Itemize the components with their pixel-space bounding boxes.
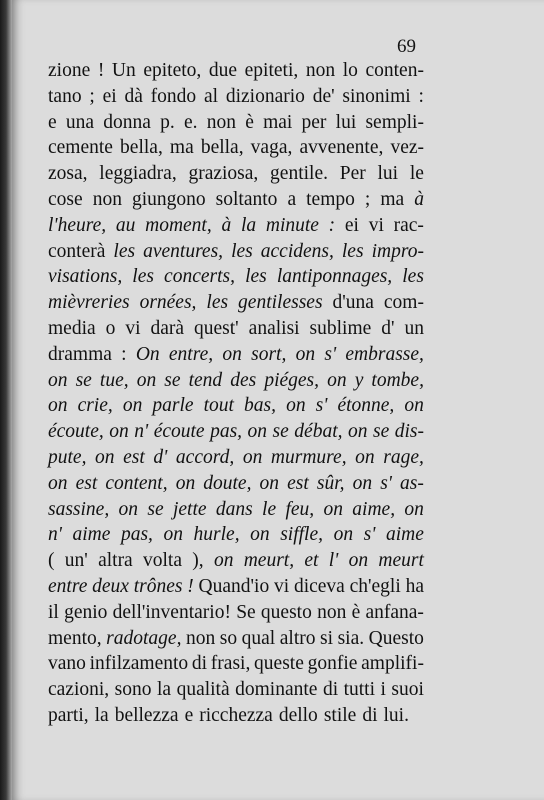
word: l': [328, 550, 339, 572]
text-line: [48, 651, 424, 677]
word: les: [132, 266, 154, 288]
word: altra: [98, 550, 133, 572]
text-line: [48, 135, 424, 161]
word: non: [185, 627, 216, 649]
word: ricchezza: [199, 704, 273, 726]
word: aime: [72, 524, 111, 546]
word: ;: [89, 85, 95, 107]
word: des: [230, 369, 257, 391]
word: o: [105, 317, 116, 339]
word: soltanto: [215, 188, 278, 210]
word: è: [351, 601, 361, 623]
text-line: [48, 548, 424, 574]
word: ma: [380, 188, 405, 210]
word: écoute: [153, 421, 205, 443]
text-line: [48, 626, 424, 652]
word: on: [48, 395, 68, 417]
word: tue,: [99, 369, 129, 391]
word: e: [184, 704, 194, 726]
word: parti,: [48, 704, 89, 726]
word: al: [203, 85, 219, 107]
word: sono: [114, 679, 152, 701]
text-line: [48, 677, 424, 703]
word: hurle,: [193, 524, 240, 546]
word: on: [118, 498, 139, 520]
word: non: [305, 60, 336, 81]
word: d': [153, 446, 168, 468]
word: graziosa,: [188, 163, 259, 185]
word: mièvreries: [48, 292, 130, 314]
word: radotage,: [106, 627, 182, 649]
word: non: [92, 188, 122, 210]
word: as-: [400, 472, 424, 494]
word: dans: [215, 498, 253, 520]
word: on: [348, 421, 368, 443]
word: on: [250, 524, 270, 546]
word: questo: [260, 601, 312, 623]
text-line: [48, 419, 424, 445]
word: piéges,: [264, 369, 320, 391]
word: epiteti,: [244, 60, 299, 81]
word: donna: [103, 111, 151, 133]
word: qual: [241, 627, 276, 649]
word: :: [121, 343, 127, 365]
word: on: [122, 395, 143, 417]
word: accidens,: [260, 240, 334, 262]
word: dell'inventario!: [112, 601, 231, 623]
word: !: [187, 575, 194, 597]
text-line: [48, 522, 424, 548]
word: on: [222, 343, 242, 365]
word: se: [272, 421, 289, 443]
word: cose: [48, 188, 83, 210]
word: vi: [368, 214, 384, 236]
word: (: [48, 550, 55, 572]
word: accord,: [175, 446, 235, 468]
word: ornées,: [139, 292, 197, 314]
word: trônes: [133, 575, 183, 597]
word: gonfie: [307, 653, 358, 675]
word: à: [414, 188, 424, 210]
word: di: [322, 679, 339, 701]
word: aime,: [352, 498, 396, 520]
word: se: [147, 498, 164, 520]
word: gentile.: [270, 163, 328, 185]
word: deux: [92, 575, 129, 597]
word: vi: [273, 575, 290, 597]
word: pas,: [120, 524, 153, 546]
word: on: [404, 395, 424, 417]
word: tend: [188, 369, 223, 391]
word: suoi: [391, 679, 424, 701]
word: sort,: [251, 343, 287, 365]
word: volta: [143, 550, 182, 572]
word: le: [409, 163, 424, 185]
word: on: [163, 524, 183, 546]
word: tutti: [343, 679, 376, 701]
word: n': [48, 524, 62, 546]
word: avvenente,: [299, 137, 384, 159]
word: on: [348, 550, 369, 572]
text-line: [48, 213, 424, 239]
word: bella,: [200, 137, 244, 159]
word: e: [48, 111, 57, 133]
word: meurt,: [243, 550, 295, 572]
word: pas,: [210, 421, 243, 443]
word: est: [287, 472, 309, 494]
word: vi: [125, 317, 141, 339]
word: rac-: [393, 214, 424, 236]
word: conterà: [48, 240, 106, 262]
word: vez-: [390, 137, 424, 159]
word: ch'egli: [349, 575, 401, 597]
word: on: [327, 369, 347, 391]
text-line: [48, 161, 424, 187]
text-line: [48, 239, 424, 265]
word: epiteto,: [143, 60, 202, 81]
word: les: [402, 266, 424, 288]
word: lui: [377, 163, 399, 185]
word: ma: [169, 137, 194, 159]
word: so: [219, 627, 238, 649]
word: ei: [344, 214, 359, 236]
word: d'una: [332, 292, 374, 314]
word: altro: [279, 627, 316, 649]
word: cazioni,: [48, 679, 110, 701]
body-text: [48, 58, 424, 729]
word: i: [380, 679, 386, 701]
text-line: [48, 497, 424, 523]
word: aime: [385, 524, 424, 546]
word: quest': [194, 317, 239, 339]
word: sinonimi: [342, 85, 411, 107]
word: Per: [339, 163, 366, 185]
word: genio: [64, 601, 108, 623]
word: les: [341, 240, 364, 262]
word: la: [157, 679, 172, 701]
word: ha: [405, 575, 424, 597]
text-line: [48, 445, 424, 471]
word: un: [404, 317, 424, 339]
word: on: [109, 421, 129, 443]
word: crie,: [77, 395, 113, 417]
word: écoute,: [48, 421, 104, 443]
word: tout: [203, 395, 234, 417]
word: ei: [102, 85, 117, 107]
word: giungono: [131, 188, 206, 210]
word: infilzamento: [89, 653, 189, 675]
word: on: [259, 472, 280, 494]
word: sublime: [309, 317, 372, 339]
word: meurt: [378, 550, 424, 572]
word: doute,: [203, 472, 252, 494]
word: bellezza: [114, 704, 179, 726]
word: tombe,: [371, 369, 424, 391]
word: Quand'io: [198, 575, 270, 597]
word: y: [354, 369, 364, 391]
word: jette: [172, 498, 207, 520]
word: Un: [111, 60, 136, 81]
text-line: [48, 290, 424, 316]
word: cemente: [48, 137, 113, 159]
word: à: [221, 214, 232, 236]
word: aventures,: [143, 240, 224, 262]
word: mento,: [48, 627, 102, 649]
word: per: [301, 111, 327, 133]
word: di: [362, 704, 378, 726]
word: di: [191, 653, 208, 675]
word: stile: [323, 704, 357, 726]
word: on: [404, 498, 424, 520]
word: on: [295, 343, 316, 365]
word: content,: [105, 472, 168, 494]
word: se: [75, 369, 92, 391]
word: est: [75, 472, 98, 494]
word: on: [48, 369, 68, 391]
word: ),: [192, 550, 204, 572]
word: on: [213, 550, 234, 572]
word: tempo: [306, 188, 355, 210]
word: dominante: [235, 679, 318, 701]
word: due: [208, 60, 238, 81]
word: qualità: [176, 679, 230, 701]
word: analisi: [248, 317, 300, 339]
text-line: [48, 316, 424, 342]
word: entre: [48, 575, 88, 597]
word: sûr,: [316, 472, 345, 494]
word: sassine,: [48, 498, 110, 520]
word: on: [175, 472, 196, 494]
word: moment,: [145, 214, 212, 236]
word: leggiadra,: [99, 163, 177, 185]
paper-sheet: [12, 0, 544, 800]
word: étonne,: [337, 395, 395, 417]
word: siffle,: [280, 524, 324, 546]
word: on: [48, 472, 68, 494]
word: frasi,: [210, 653, 251, 675]
word: una: [65, 111, 95, 133]
word: minute: [265, 214, 319, 236]
word: dis-: [394, 421, 424, 443]
word: dramma: [48, 343, 112, 365]
word: tano: [48, 85, 82, 107]
word: lantiponnages,: [276, 266, 393, 288]
word: il: [48, 601, 59, 623]
text-line: [48, 393, 424, 419]
word: sia.: [337, 627, 365, 649]
word: sempli-: [365, 111, 424, 133]
word: zione: [48, 60, 91, 81]
word: bella,: [120, 137, 163, 159]
word: d': [381, 317, 395, 339]
word: anfana-: [365, 601, 424, 623]
word: les: [245, 266, 267, 288]
word: on: [242, 446, 263, 468]
word: pute,: [48, 446, 87, 468]
word: On: [135, 343, 160, 365]
word: dello: [278, 704, 318, 726]
text-line: [48, 600, 424, 626]
word: bas,: [244, 395, 276, 417]
word: !: [97, 60, 105, 81]
word: dà: [124, 85, 143, 107]
word: dizionario: [225, 85, 305, 107]
word: l'heure,: [48, 214, 107, 236]
word: lo: [342, 60, 358, 81]
word: lui.: [383, 704, 409, 726]
word: queste: [254, 653, 304, 675]
word: on: [286, 395, 306, 417]
text-line: [48, 110, 424, 136]
text-line: [48, 187, 424, 213]
word: gentilesses: [238, 292, 323, 314]
word: :: [418, 85, 424, 107]
text-line: [48, 703, 424, 729]
word: la: [94, 704, 109, 726]
word: les: [113, 240, 136, 262]
text-line: [48, 471, 424, 497]
text-line: [48, 342, 424, 368]
word: et: [304, 550, 319, 572]
word: on: [352, 472, 373, 494]
word: diceva: [293, 575, 345, 597]
word: on: [333, 524, 354, 546]
word: un': [64, 550, 88, 572]
word: se: [373, 421, 390, 443]
word: p.: [160, 111, 175, 133]
word: zosa,: [48, 163, 88, 185]
word: s': [363, 524, 376, 546]
word: on: [95, 446, 115, 468]
word: embrasse,: [345, 343, 424, 365]
word: media: [48, 317, 96, 339]
word: les: [206, 292, 229, 314]
word: darà: [150, 317, 185, 339]
word: e.: [183, 111, 198, 133]
word: rage,: [383, 446, 424, 468]
word: de': [312, 85, 335, 107]
text-line: [48, 368, 424, 394]
page-number: 69: [397, 36, 416, 57]
word: fondo: [150, 85, 197, 107]
word: ;: [364, 188, 371, 210]
word: impro-: [371, 240, 424, 262]
word: s': [315, 395, 328, 417]
word: s': [380, 472, 392, 494]
text-line: [48, 264, 424, 290]
word: Questo: [368, 627, 424, 649]
word: au: [115, 214, 136, 236]
word: se: [164, 369, 181, 391]
word: mai: [263, 111, 293, 133]
word: lui: [335, 111, 357, 133]
text-line: [48, 574, 424, 600]
word: les: [231, 240, 253, 262]
word: concerts,: [164, 266, 235, 288]
word: entre,: [168, 343, 214, 365]
word: vaga,: [250, 137, 293, 159]
word: feu,: [285, 498, 315, 520]
word: n': [134, 421, 149, 443]
word: on: [355, 446, 375, 468]
word: on: [247, 421, 268, 443]
word: è: [245, 111, 254, 133]
text-line: [48, 84, 424, 110]
word: on: [323, 498, 343, 520]
text-line: [48, 58, 424, 84]
word: non: [317, 601, 347, 623]
word: :: [328, 214, 336, 236]
word: conten-: [365, 60, 424, 81]
word: visations,: [48, 266, 123, 288]
word: parle: [152, 395, 194, 417]
word: est: [123, 446, 145, 468]
word: com-: [383, 292, 424, 314]
word: on: [136, 369, 157, 391]
word: Se: [236, 601, 256, 623]
word: non: [206, 111, 236, 133]
word: débat,: [294, 421, 343, 443]
word: le: [262, 498, 277, 520]
word: vano: [48, 653, 86, 675]
word: s': [324, 343, 337, 365]
word: si: [320, 627, 334, 649]
word: amplifi-: [361, 653, 424, 675]
word: a: [287, 188, 297, 210]
word: murmure,: [270, 446, 347, 468]
word: la: [240, 214, 257, 236]
